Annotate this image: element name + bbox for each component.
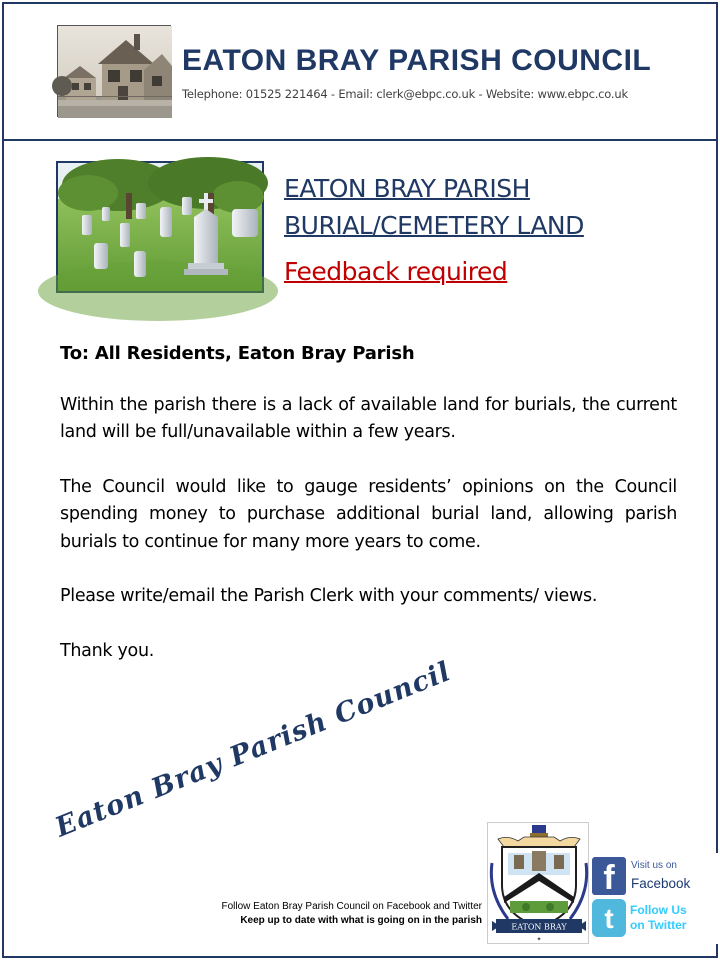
twitter-label-line-2: on Twitter xyxy=(630,918,687,932)
twitter-label xyxy=(630,903,687,933)
notice-title-line-1: EATON BRAY PARISH xyxy=(284,174,530,203)
closing-line: Thank you. xyxy=(60,640,155,661)
council-name: EATON BRAY PARISH COUNCIL xyxy=(182,44,652,77)
twitter-label-line-1: Follow Us xyxy=(630,903,687,917)
facebook-icon: f xyxy=(592,857,626,895)
cemetery-illustration xyxy=(56,161,264,293)
contact-line: Telephone: 01525 221464 - Email: clerk@ebpc.co.uk - Website: www.ebpc.co.uk xyxy=(182,87,628,101)
paragraph-council-opinion: The Council would like to gauge residents’ opinions on the Council spending money to purchase additional burial land, allowing parish burials to continue for many more years to come. xyxy=(60,476,677,552)
notice-title xyxy=(284,170,584,286)
social-follow-note xyxy=(221,900,482,928)
notice-title-line-2: BURIAL/CEMETERY LAND xyxy=(284,211,584,240)
facebook-label: Facebook xyxy=(631,876,691,891)
crest-label: EATON BRAY xyxy=(511,922,567,932)
update-line: Keep up to date with what is going on in the parish xyxy=(240,915,482,926)
svg-text:Eaton Bray Parish Council: Eaton Bray Parish Council xyxy=(51,656,456,844)
facebook-visit-label: Visit us on xyxy=(631,860,677,871)
social-badges xyxy=(589,853,718,944)
svg-text:t: t xyxy=(604,903,614,934)
twitter-badge[interactable] xyxy=(592,899,717,939)
svg-text:✦: ✦ xyxy=(536,936,542,943)
council-signature xyxy=(51,656,456,845)
paragraph-contact-clerk: Please write/email the Parish Clerk with your comments/ views. xyxy=(60,586,598,606)
header-divider xyxy=(2,139,718,141)
parish-crest xyxy=(487,822,589,944)
addressee-line: To: All Residents, Eaton Bray Parish xyxy=(60,343,415,364)
house-photo xyxy=(57,25,171,117)
follow-line: Follow Eaton Bray Parish Council on Facebook and Twitter xyxy=(221,901,482,912)
paragraph-burial-land-shortage: Within the parish there is a lack of available land for burials, the current land will be full/unavailable within a few years. xyxy=(60,394,677,442)
letter-body xyxy=(60,340,677,692)
twitter-bird-icon xyxy=(592,899,626,937)
feedback-required-heading: Feedback required xyxy=(284,257,508,286)
facebook-badge[interactable] xyxy=(592,857,714,895)
